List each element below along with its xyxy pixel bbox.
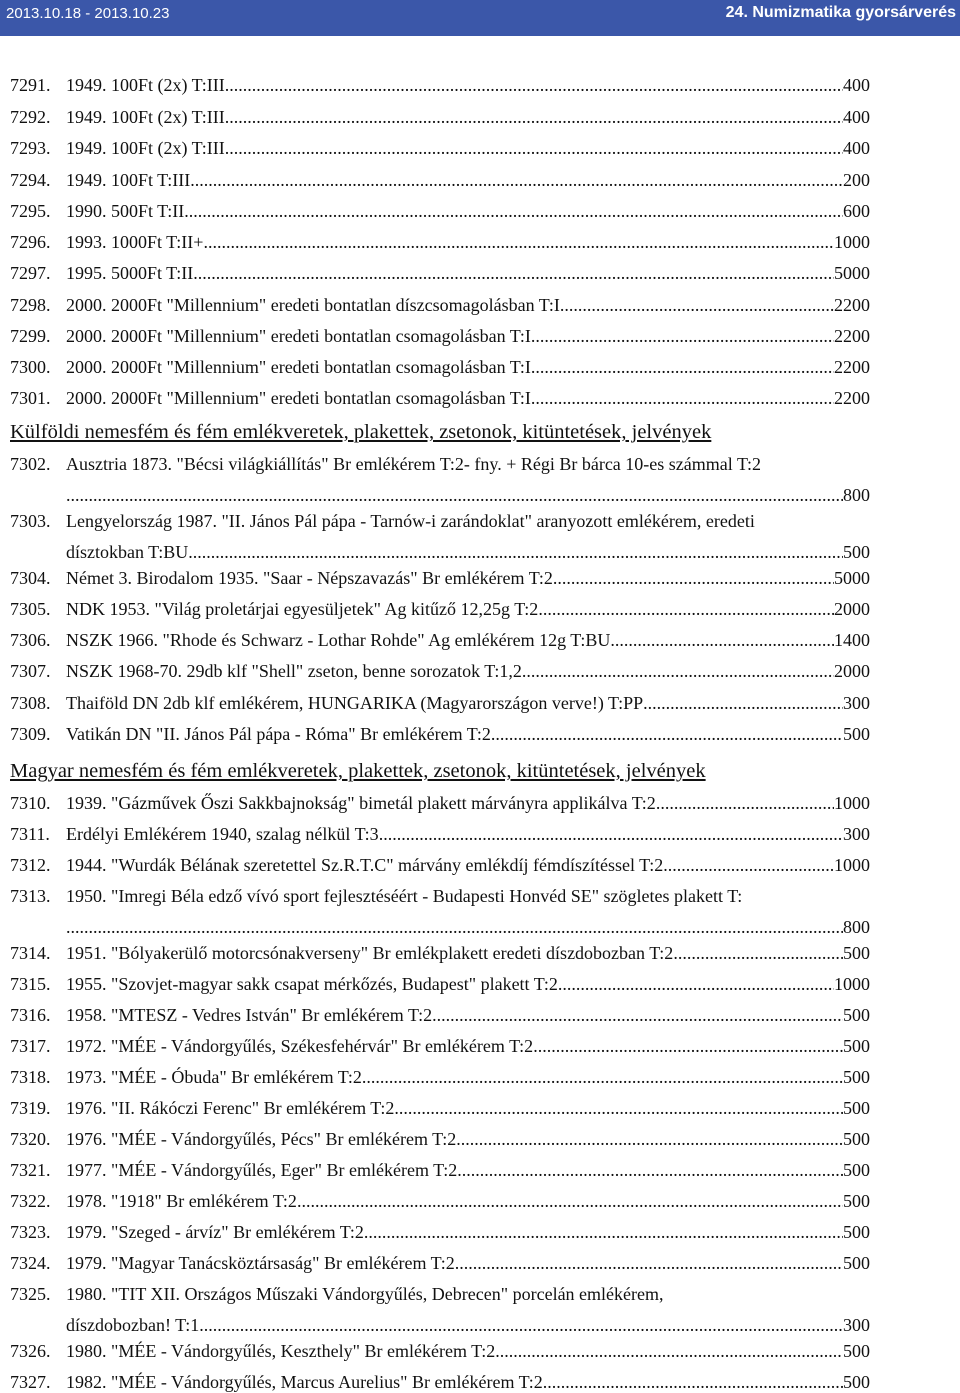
lot-number: 7317. [10, 1036, 51, 1056]
section-heading: Külföldi nemesfém és fém emlékveretek, plakettek, zsetonok, kitüntetések, jelvények [10, 421, 712, 443]
dot-leader [199, 1314, 843, 1336]
dot-leader [531, 325, 834, 347]
starting-price: 500 [843, 1129, 870, 1149]
lot-description: 2000. 2000Ft "Millennium" eredeti bontatlan csomagolásban T:I [66, 326, 531, 346]
dot-leader [538, 598, 834, 620]
lot-number: 7307. [10, 661, 51, 681]
lot-number: 7298. [10, 295, 51, 315]
lot-description: NSZK 1968-70. 29db klf "Shell" zseton, benne sorozatok T:1,2 [66, 661, 522, 681]
starting-price: 300 [843, 693, 870, 713]
starting-price: 500 [843, 1372, 870, 1392]
lot-description: 1955. "Szovjet-magyar sakk csapat mérkőzés, Budapest" plakett T:2 [66, 974, 558, 994]
dot-leader [188, 541, 843, 563]
lot-number: 7291. [10, 75, 51, 95]
starting-price: 1000 [834, 974, 870, 994]
dot-leader [495, 1340, 843, 1362]
lot-number: 7294. [10, 170, 51, 190]
lot-number: 7326. [10, 1341, 51, 1361]
lot-row [10, 723, 870, 745]
lot-row [10, 169, 870, 191]
lot-number: 7319. [10, 1098, 51, 1118]
lot-row [10, 973, 870, 995]
lot-description: 1944. "Wurdák Bélának szeretettel Sz.R.T.C" márvány emlékdíj fémdíszítéssel T:2 [66, 855, 664, 875]
starting-price: 500 [843, 1191, 870, 1211]
lot-description: 1978. "1918" Br emlékérem T:2 [66, 1191, 297, 1211]
starting-price: 500 [843, 1222, 870, 1242]
dot-leader [663, 854, 834, 876]
starting-price: 500 [843, 542, 870, 562]
starting-price: 500 [843, 943, 870, 963]
dot-leader [225, 106, 843, 128]
lot-description: 1949. 100Ft (2x) T:III [66, 107, 225, 127]
starting-price: 2200 [834, 295, 870, 315]
lot-row [10, 294, 870, 316]
dot-leader [379, 823, 843, 845]
lot-row [10, 854, 870, 876]
dot-leader [225, 74, 843, 96]
starting-price: 800 [843, 485, 870, 505]
lot-description: 1972. "MÉE - Vándorgyűlés, Székesfehérvár" Br emlékérem T:2 [66, 1036, 534, 1056]
lot-description: 2000. 2000Ft "Millennium" eredeti bontatlan csomagolásban T:I [66, 357, 531, 377]
lot-row [10, 1340, 870, 1362]
lot-row [10, 1035, 870, 1057]
page-header [0, 0, 960, 36]
lot-row [10, 356, 870, 378]
lot-row [10, 1004, 870, 1026]
lot-description: díszdobozban! T:1 [66, 1315, 200, 1335]
dot-leader [558, 973, 834, 995]
lot-number: 7297. [10, 263, 51, 283]
dot-leader [564, 294, 834, 316]
dot-leader [455, 1252, 843, 1274]
lot-number: 7299. [10, 326, 51, 346]
lot-row [10, 1190, 870, 1212]
lot-number: 7302. [10, 454, 51, 474]
dot-leader [362, 1066, 843, 1088]
lot-row [10, 1128, 870, 1150]
dot-leader [656, 792, 834, 814]
dot-leader [203, 231, 834, 253]
starting-price: 500 [843, 1341, 870, 1361]
lot-description: 1990. 500Ft T:II [66, 201, 185, 221]
starting-price: 2200 [834, 326, 870, 346]
lot-number: 7312. [10, 855, 51, 875]
lot-description: Vatikán DN "II. János Pál pápa - Róma" Br emlékérem T:2 [66, 724, 491, 744]
starting-price: 2000 [834, 661, 870, 681]
lot-number: 7301. [10, 388, 51, 408]
lot-row [10, 231, 870, 253]
lot-number: 7311. [10, 824, 50, 844]
starting-price: 5000 [834, 568, 870, 588]
lot-description: Német 3. Birodalom 1935. "Saar - Népszavazás" Br emlékérem T:2 [66, 568, 553, 588]
lot-row [10, 325, 870, 347]
lot-row [10, 200, 870, 222]
lot-row [10, 885, 870, 907]
lot-description: 1976. "II. Rákóczi Ferenc" Br emlékérem T:2 [66, 1098, 395, 1118]
lot-row [10, 1252, 870, 1274]
starting-price: 1000 [834, 855, 870, 875]
dot-leader [225, 137, 843, 159]
lot-number: 7293. [10, 138, 51, 158]
lot-row [10, 598, 870, 620]
lot-number: 7304. [10, 568, 51, 588]
dot-leader [66, 916, 843, 938]
starting-price: 1000 [834, 232, 870, 252]
starting-price: 200 [843, 170, 870, 190]
lot-description: 1980. "MÉE - Vándorgyűlés, Keszthely" Br emlékérem T:2 [66, 1341, 496, 1361]
dot-leader [533, 1035, 843, 1057]
lot-row-continuation [10, 541, 870, 563]
lot-number: 7306. [10, 630, 51, 650]
lot-number: 7320. [10, 1129, 51, 1149]
lot-row [10, 453, 870, 475]
starting-price: 500 [843, 1253, 870, 1273]
lot-number: 7292. [10, 107, 51, 127]
dot-leader [184, 200, 843, 222]
lot-row [10, 510, 870, 532]
lot-number: 7321. [10, 1160, 51, 1180]
lot-description: 1950. "Imregi Béla edző vívó sport fejlesztéséért - Budapesti Honvéd SE" szögletes plakett T: [66, 886, 743, 906]
starting-price: 500 [843, 1098, 870, 1118]
lot-description: 1980. "TIT XII. Országos Műszaki Vándorgyűlés, Debrecen" porcelán emlékérem, [66, 1284, 664, 1304]
lot-description: dísztokban T:BU [66, 542, 189, 562]
lot-number: 7325. [10, 1284, 51, 1304]
dot-leader [610, 629, 834, 651]
dot-leader [673, 942, 843, 964]
lot-number: 7315. [10, 974, 51, 994]
section-heading: Magyar nemesfém és fém emlékveretek, plakettek, zsetonok, kitüntetések, jelvények [10, 760, 706, 782]
lot-description: Erdélyi Emlékérem 1940, szalag nélkül T:3 [66, 824, 379, 844]
dot-leader [432, 1004, 843, 1026]
lot-description: NDK 1953. "Világ proletárjai egyesüljetek" Ag kitűző 12,25g T:2 [66, 599, 539, 619]
starting-price: 300 [843, 1315, 870, 1335]
lot-row [10, 567, 870, 589]
lot-row [10, 1371, 870, 1393]
lot-number: 7309. [10, 724, 51, 744]
starting-price: 2000 [834, 599, 870, 619]
lot-row [10, 792, 870, 814]
lot-row [10, 387, 870, 409]
lot-description: 1949. 100Ft T:III [66, 170, 191, 190]
lot-description: 2000. 2000Ft "Millennium" eredeti bontatlan csomagolásban T:I [66, 388, 531, 408]
lot-row-continuation [10, 1314, 870, 1336]
dot-leader [543, 1371, 843, 1393]
lot-number: 7303. [10, 511, 51, 531]
dot-leader [491, 723, 843, 745]
dot-leader [190, 169, 843, 191]
starting-price: 400 [843, 75, 870, 95]
lot-description: NSZK 1966. "Rhode és Schwarz - Lothar Rohde" Ag emlékérem 12g T:BU [66, 630, 611, 650]
starting-price: 2200 [834, 388, 870, 408]
lot-number: 7322. [10, 1191, 51, 1211]
lot-row [10, 1283, 870, 1305]
starting-price: 400 [843, 107, 870, 127]
lot-row [10, 629, 870, 651]
dot-leader [531, 387, 834, 409]
lot-description: 1949. 100Ft (2x) T:III [66, 138, 225, 158]
starting-price: 500 [843, 1160, 870, 1180]
lot-row [10, 692, 870, 714]
dot-leader [457, 1159, 843, 1181]
dot-leader [193, 262, 834, 284]
lot-row [10, 1066, 870, 1088]
starting-price: 500 [843, 1036, 870, 1056]
lot-row [10, 660, 870, 682]
lot-number: 7316. [10, 1005, 51, 1025]
lot-number: 7324. [10, 1253, 51, 1273]
dot-leader [553, 567, 834, 589]
starting-price: 500 [843, 724, 870, 744]
auction-title: 24. Numizmatika gyorsárverés [725, 4, 956, 21]
dot-leader [522, 660, 834, 682]
lot-description: 1993. 1000Ft T:II+ [66, 232, 204, 252]
lot-description: 1979. "Szeged - árvíz" Br emlékérem T:2 [66, 1222, 364, 1242]
starting-price: 300 [843, 824, 870, 844]
dot-leader [394, 1097, 843, 1119]
starting-price: 600 [843, 201, 870, 221]
starting-price: 1000 [834, 793, 870, 813]
lot-description: 2000. 2000Ft "Millennium" eredeti bontatlan díszcsomagolásban T:I. [66, 295, 565, 315]
lot-number: 7314. [10, 943, 51, 963]
lot-row [10, 942, 870, 964]
lot-row [10, 262, 870, 284]
dot-leader [456, 1128, 843, 1150]
lot-description: Lengyelország 1987. "II. János Pál pápa - Tarnów-i zarándoklat" aranyozott emlékérem, eredeti [66, 511, 755, 531]
lot-row-continuation [10, 484, 870, 506]
lot-number: 7323. [10, 1222, 51, 1242]
starting-price: 800 [843, 917, 870, 937]
dot-leader [364, 1221, 843, 1243]
lot-number: 7295. [10, 201, 51, 221]
lot-description: Ausztria 1873. "Bécsi világkiállítás" Br emlékérem T:2- fny. + Régi Br bárca 10-es számmal T:2 [66, 454, 762, 474]
lot-row [10, 823, 870, 845]
lot-row [10, 74, 870, 96]
lot-description: 1995. 5000Ft T:II [66, 263, 194, 283]
lot-description: 1979. "Magyar Tanácsköztársaság" Br emlékérem T:2 [66, 1253, 455, 1273]
lot-row [10, 1221, 870, 1243]
lot-number: 7310. [10, 793, 51, 813]
starting-price: 5000 [834, 263, 870, 283]
starting-price: 2200 [834, 357, 870, 377]
dot-leader [66, 484, 843, 506]
lot-description: 1977. "MÉE - Vándorgyűlés, Eger" Br emlékérem T:2 [66, 1160, 458, 1180]
starting-price: 1400 [834, 630, 870, 650]
lot-number: 7318. [10, 1067, 51, 1087]
dot-leader [297, 1190, 843, 1212]
lot-description: 1958. "MTESZ - Vedres István" Br emlékérem T:2 [66, 1005, 433, 1025]
starting-price: 500 [843, 1005, 870, 1025]
lot-row [10, 1159, 870, 1181]
lot-description: 1939. "Gázművek Őszi Sakkbajnokság" bimetál plakett márványra applikálva T:2 [66, 793, 656, 813]
lot-description: 1982. "MÉE - Vándorgyűlés, Marcus Aurelius" Br emlékérem T:2 [66, 1372, 543, 1392]
lot-number: 7313. [10, 886, 51, 906]
lot-row [10, 1097, 870, 1119]
lot-row-continuation [10, 916, 870, 938]
lot-description: Thaiföld DN 2db klf emlékérem, HUNGARIKA (Magyarországon verve!) T:PP [66, 693, 644, 713]
starting-price: 500 [843, 1067, 870, 1087]
lot-number: 7305. [10, 599, 51, 619]
dot-leader [643, 692, 843, 714]
date-range: 2013.10.18 - 2013.10.23 [6, 5, 170, 22]
dot-leader [531, 356, 834, 378]
lot-row [10, 137, 870, 159]
lot-row [10, 106, 870, 128]
lot-description: 1951. "Bólyakerülő motorcsónakverseny" Br emlékplakett eredeti díszdobozban T:2 [66, 943, 674, 963]
lot-description: 1973. "MÉE - Óbuda" Br emlékérem T:2 [66, 1067, 362, 1087]
lot-description: 1949. 100Ft (2x) T:III [66, 75, 225, 95]
starting-price: 400 [843, 138, 870, 158]
lot-number: 7300. [10, 357, 51, 377]
lot-number: 7308. [10, 693, 51, 713]
lot-number: 7327. [10, 1372, 51, 1392]
lot-description: 1976. "MÉE - Vándorgyűlés, Pécs" Br emlékérem T:2 [66, 1129, 457, 1149]
lot-number: 7296. [10, 232, 51, 252]
